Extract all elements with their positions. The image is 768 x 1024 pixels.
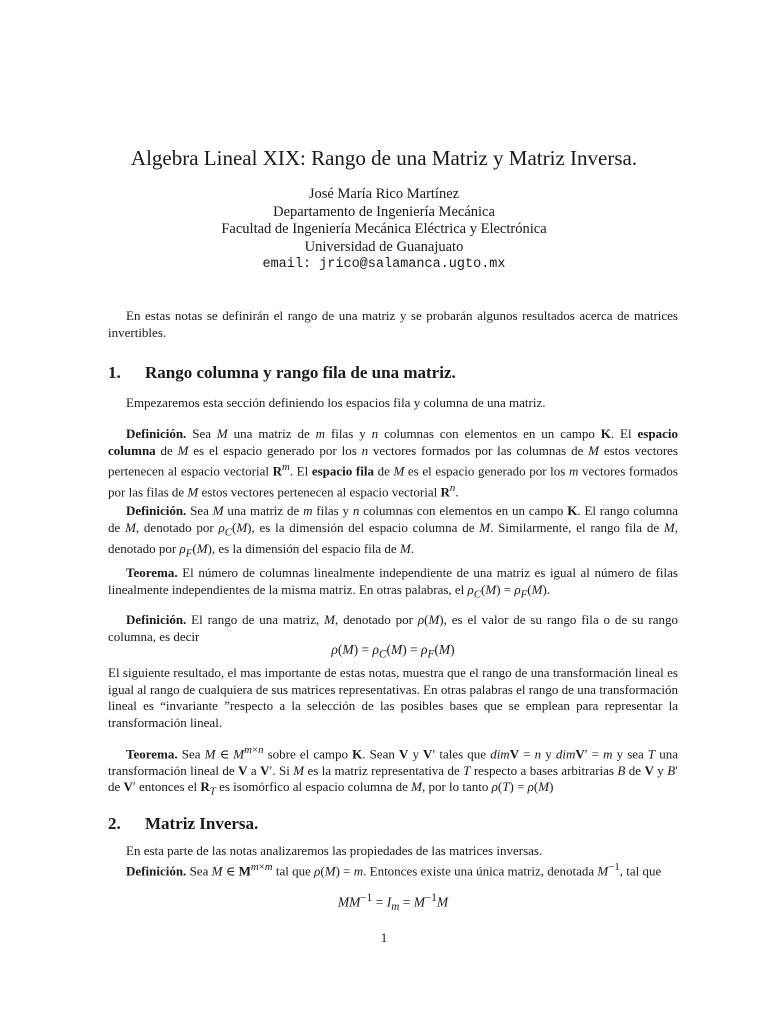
author-department: Departamento de Ingeniería Mecánica xyxy=(273,203,495,220)
definition-column-rank: Definición. Sea M una matriz de m filas y n columnas con elementos en un campo K. El rango columna de M, denotado por $\rho_C(M)$, es la dimensión del espacio columna de M. Similarmente, el rango fila de M, denotado por $\rho_F(M)$, es la dimensión del espacio fila de M. xyxy=(108,503,678,560)
author-name: José María Rico Martínez xyxy=(308,186,460,202)
section-2-heading xyxy=(108,813,258,835)
page-number: 1 xyxy=(380,930,388,945)
author-email[interactable]: email: jrico@salamanca.ugto.mx xyxy=(262,257,506,272)
paragraph-invariance: El siguiente resultado, el mas importante de estas notas, muestra que el rango de una transformación lineal es igual al rango de cualquiera de sus matrices representativas. En otras palabras el rango de una transformación lineal es “invariante ”respecto a la selección de las posibles bases que se emplean para representar la transformación lineal. xyxy=(108,665,678,730)
author-faculty: Facultad de Ingeniería Mecánica Eléctrica y Electrónica xyxy=(221,221,547,237)
author-block xyxy=(0,186,768,274)
section-1-title: Rango columna y rango fila de una matriz. xyxy=(145,363,456,382)
theorem-isomorphism: Teorema. Sea M ∈ $M^{m\times n}$ sobre el campo K. Sean V y V′ tales que dimV = n y dimV′ = m y sea T una transformación lineal de V a V′. Si M es la matriz representativa de T respecto a bases arbitrarias B de V y B′ de V′ entonces el $R_T$ es isomórfico al espacio columna de M, por lo tanto ρ(T) = ρ(M) xyxy=(108,744,679,798)
definition-inverse: Definición. Sea M ∈ $M^{m\times m}$ tal que ρ(M) = m. Entonces existe una única matriz, denotada $M^{-1}$, tal que xyxy=(126,861,662,879)
paper-title: Algebra Lineal XIX: Rango de una Matriz y Matriz Inversa. xyxy=(130,146,638,170)
definition-row-column-space: Definición. Sea M una matriz de m filas y n columnas con elementos en un campo K. El espacio columna de M es el espacio generado por los n vectores formados por las columnas de M estos vectores pertenecen al espacio vectorial $R^m$. El espacio fila de M es el espacio generado por los m vectores formados por las filas de M estos vectores pertenecen al espacio vectorial $R^n$. xyxy=(108,426,678,500)
abstract: En estas notas se definirán el rango de una matriz y se probarán algunos resultados acerca de matrices invertibles. xyxy=(108,308,678,340)
author-university: Universidad de Guanajuato xyxy=(304,238,464,255)
section-1-number: 1. xyxy=(108,363,121,382)
section-1-heading xyxy=(108,362,456,384)
theorem-rank-equality: Teorema. El número de columnas linealmente independiente de una matriz es igual al número de filas linealmente independientes de la misma matriz. En otras palabras, el $\rho_C(M) = \rho_F(M)$. xyxy=(108,565,678,601)
section-2-intro: En esta parte de las notas analizaremos las propiedades de las matrices inversas. xyxy=(126,843,543,858)
equation-rank: $\rho(M) = \rho_C(M) = \rho_F(M)$ xyxy=(331,642,455,661)
section-1-intro: Empezaremos esta sección definiendo los espacios fila y columna de una matriz. xyxy=(126,395,546,410)
section-2-number: 2. xyxy=(108,814,121,833)
definition-rank: Definición. El rango de una matriz, M, denotado por ρ(M), es el valor de su rango fila o de su rango columna, es decir xyxy=(108,612,679,644)
section-2-title: Matriz Inversa. xyxy=(145,814,259,833)
equation-inverse: $MM^{-1} = I_m = M^{-1}M$ xyxy=(337,892,449,914)
